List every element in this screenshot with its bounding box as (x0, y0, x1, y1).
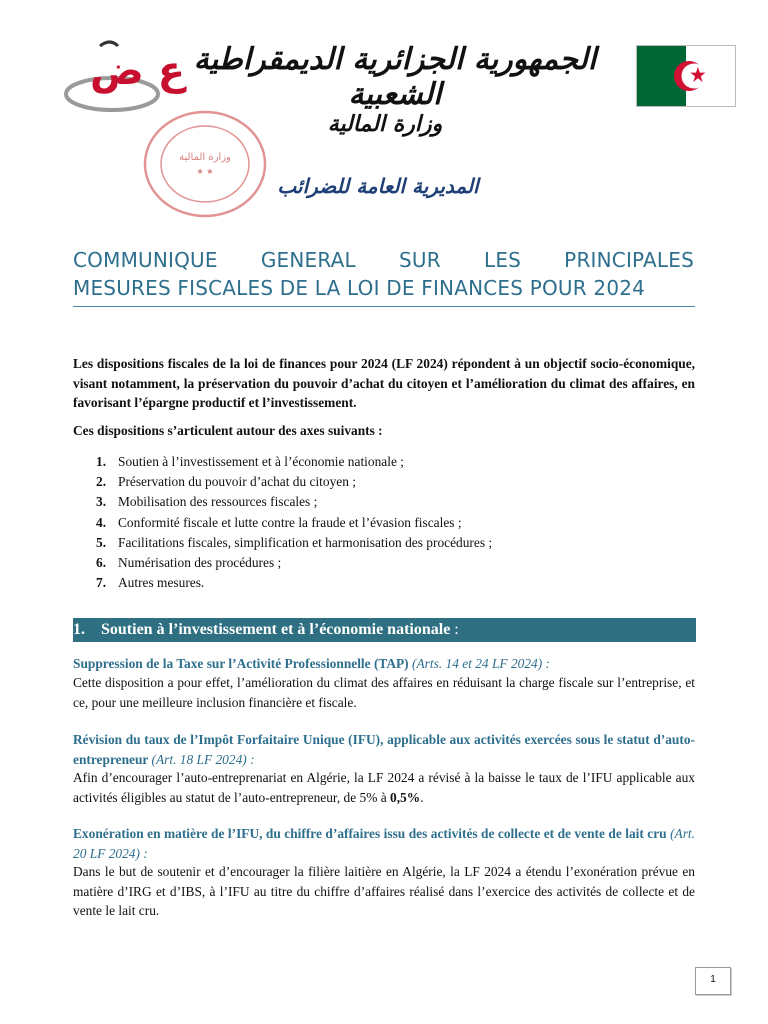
measure-body: Afin d’encourager l’auto-entreprenariat en Algérie, la LF 2024 a révisé à la baisse le taux de l’IFU applicable aux activités éligibles au statut de l’auto-entrepreneur, de 5% à 0,5%. (73, 770, 695, 805)
list-item: 1. Soutien à l’investissement et à l’économie nationale ; (96, 454, 404, 469)
page-number: 1 (695, 967, 731, 995)
measure-body: Cette disposition a pour effet, l’amélioration du climat des affaires en réduisant la charge fiscale sur l’entreprise, et ce, pour une meilleure inclusion financière et fiscale. (73, 675, 695, 710)
title-line-1: COMMUNIQUE GENERAL SUR LES PRINCIPALES (73, 248, 694, 272)
title-line-2: MESURES FISCALES DE LA LOI DE FINANCES POUR 2024 (73, 276, 646, 300)
document-title (73, 246, 694, 302)
axes-lead-text: Ces dispositions s’articulent autour des axes suivants : (73, 423, 383, 438)
list-item: 3. Mobilisation des ressources fiscales ; (96, 494, 318, 510)
list-item: 5. Facilitations fiscales, simplification et harmonisation des procédures ; (96, 534, 493, 550)
article-reference: (Arts. 14 et 24 LF 2024) : (412, 656, 551, 671)
stamp-text-ministry: وزارة المالية (179, 152, 231, 163)
axes-list (96, 452, 656, 593)
list-item: 6. Numérisation des procédures ; (96, 555, 282, 571)
list-item: 2. Préservation du pouvoir d’achat du citoyen ; (96, 474, 356, 490)
list-item: 7. Autres mesures. (96, 575, 205, 591)
measure-body: Dans le but de soutenir et d’encourager la filière laitière en Algérie, la LF 2024 a étendu l’exonération prévue en matière d’IRG et d’IBS, à l’IFU au titre du chiffre d’affaires réalisé dans l’exercice des activités de collecte et de vente le lait cru. (73, 864, 695, 918)
measure-heading: Suppression de la Taxe sur l’Activité Professionnelle (TAP) (Arts. 14 et 24 LF 2024) : (73, 656, 551, 671)
section-title: Soutien à l’investissement et à l’économie nationale : (101, 621, 459, 638)
title-underline (73, 306, 695, 307)
section-heading-1 (73, 618, 696, 642)
article-reference: (Art. 20 LF 2024) : (73, 826, 695, 861)
intro-paragraph: Les dispositions fiscales de la loi de finances pour 2024 (LF 2024) répondent à un objectif socio-économique, visant notamment, la préservation du pouvoir d’achat du citoyen et l’amélioration du climat des affaires, en favorisant l’épargne productif et l’investissement. (73, 356, 695, 410)
measure-heading: Révision du taux de l’Impôt Forfaitaire Unique (IFU), applicable aux activités exercées sous le statut d’auto-entrepreneur (Art. 18 LF 2024) : (73, 732, 695, 767)
logo-letters: ع ض (90, 48, 186, 94)
republic-name-arabic: الجمهورية الجزائرية الديمقراطية الشعبية (193, 42, 597, 112)
direction-name-arabic: المديرية العامة للضرائب (277, 174, 479, 198)
list-item: 4. Conformité fiscale et lutte contre la fraude et l’évasion fiscales ; (96, 514, 462, 530)
article-reference: (Art. 18 LF 2024) : (151, 751, 255, 767)
svg-text:★ ★: ★ ★ (196, 167, 214, 176)
algeria-flag-icon (636, 45, 736, 107)
measure-heading: Exonération en matière de l’IFU, du chiffre d’affaires issu des activités de collecte et de vente de lait cru (Art. 20 LF 2024) : (73, 826, 695, 861)
official-stamp-icon (140, 108, 270, 220)
section-number: 1. (73, 621, 85, 638)
ministry-name-arabic: وزارة المالية (327, 112, 443, 137)
